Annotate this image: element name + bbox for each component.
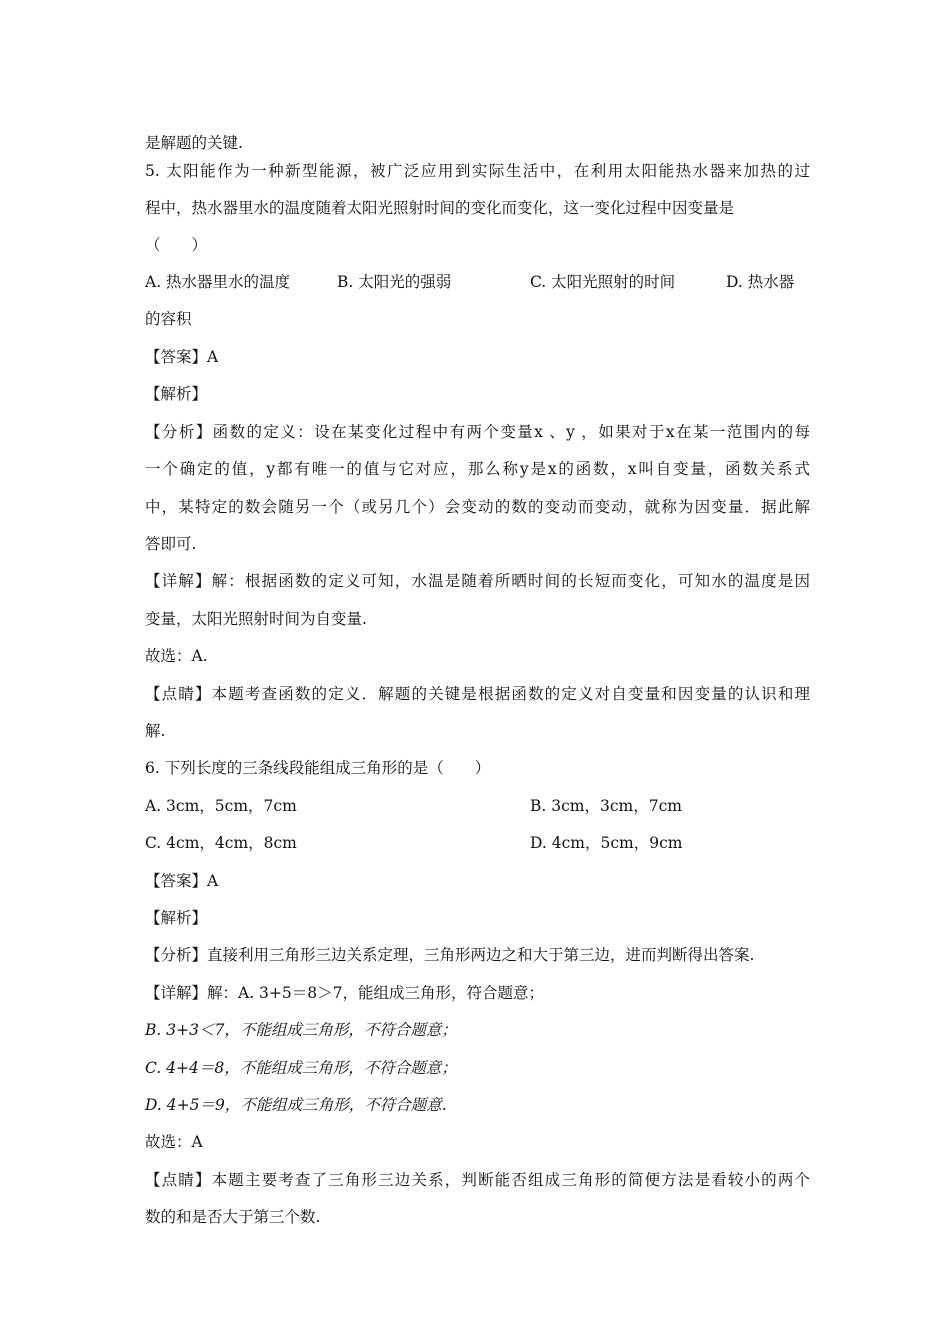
q6-analysis-heading: 【解析】 [145, 909, 208, 927]
q5-option-c: C. 太阳光照射的时间 [530, 273, 676, 291]
q6-option-b: B. 3cm，3cm，7cm [530, 797, 682, 815]
previous-answer-tail: 是解题的关键. [145, 134, 243, 152]
q6-xiangjie-line-2: B. 3+3＜7，不能组成三角形，不符合题意； [145, 1021, 457, 1039]
q6-stem: 6. 下列长度的三条线段能组成三角形的是（ ） [145, 759, 491, 777]
q5-fenxi-line-1: 【分析】函数的定义：设在某变化过程中有两个变量x 、y ，如果对于x在某一范围内的每 [145, 423, 810, 441]
q5-xiangjie-line-1: 【详解】解：根据函数的定义可知，水温是随着所晒时间的长短而变化，可知水的温度是因 [145, 572, 810, 590]
q6-option-d: D. 4cm，5cm，9cm [530, 834, 683, 852]
q5-option-b: B. 太阳光的强弱 [337, 273, 452, 291]
q6-option-a: A. 3cm，5cm，7cm [145, 797, 297, 815]
q6-fenxi: 【分析】直接利用三角形三边关系定理，三角形两边之和大于第三边，进而判断得出答案. [145, 946, 755, 964]
q6-xiangjie-line-1: 【详解】解：A. 3+5＝8＞7，能组成三角形，符合题意； [145, 984, 544, 1002]
q5-dianjing-line-2: 解. [145, 722, 166, 740]
q6-xiangjie-line-3: C. 4+4＝8，不能组成三角形，不符合题意； [145, 1059, 457, 1077]
q5-answer-blank: （ ） [145, 236, 208, 254]
q5-dianjing-line-1: 【点睛】本题考查函数的定义．解题的关键是根据函数的定义对自变量和因变量的认识和理 [145, 685, 810, 703]
q6-choice: 故选：A [145, 1133, 203, 1151]
q5-stem-line-1: 5. 太阳能作为一种新型能源，被广泛应用到实际生活中，在利用太阳能热水器来加热的过 [145, 162, 810, 180]
q6-dianjing-line-2: 数的和是否大于第三个数. [145, 1208, 321, 1226]
q5-answer: 【答案】A [145, 348, 219, 366]
q5-choice: 故选：A. [145, 647, 208, 665]
q6-xiangjie-line-4: D. 4+5＝9，不能组成三角形，不符合题意. [145, 1096, 447, 1114]
q5-xiangjie-line-2: 变量，太阳光照射时间为自变量. [145, 610, 367, 628]
q5-stem-line-2: 程中，热水器里水的温度随着太阳光照射时间的变化而变化，这一变化过程中因变量是 [145, 199, 735, 217]
q5-fenxi-line-3: 中，某特定的数会随另一个（或另几个）会变动的数的变动而变动，就称为因变量．据此解 [145, 498, 810, 516]
q5-option-a: A. 热水器里水的温度 [145, 273, 291, 291]
q6-answer: 【答案】A [145, 872, 219, 890]
q6-option-c: C. 4cm，4cm，8cm [145, 834, 297, 852]
q6-dianjing-line-1: 【点睛】本题主要考查了三角形三边关系，判断能否组成三角形的简便方法是看较小的两个 [145, 1171, 810, 1189]
q5-analysis-heading: 【解析】 [145, 385, 208, 403]
q5-option-d-continued: 的容积 [145, 310, 192, 328]
q5-fenxi-line-2: 一个确定的值，y都有唯一的值与它对应，那么称y是x的函数，x叫自变量，函数关系式 [145, 460, 810, 478]
q5-fenxi-line-4: 答即可. [145, 535, 197, 553]
q5-option-d: D. 热水器 [726, 273, 795, 291]
